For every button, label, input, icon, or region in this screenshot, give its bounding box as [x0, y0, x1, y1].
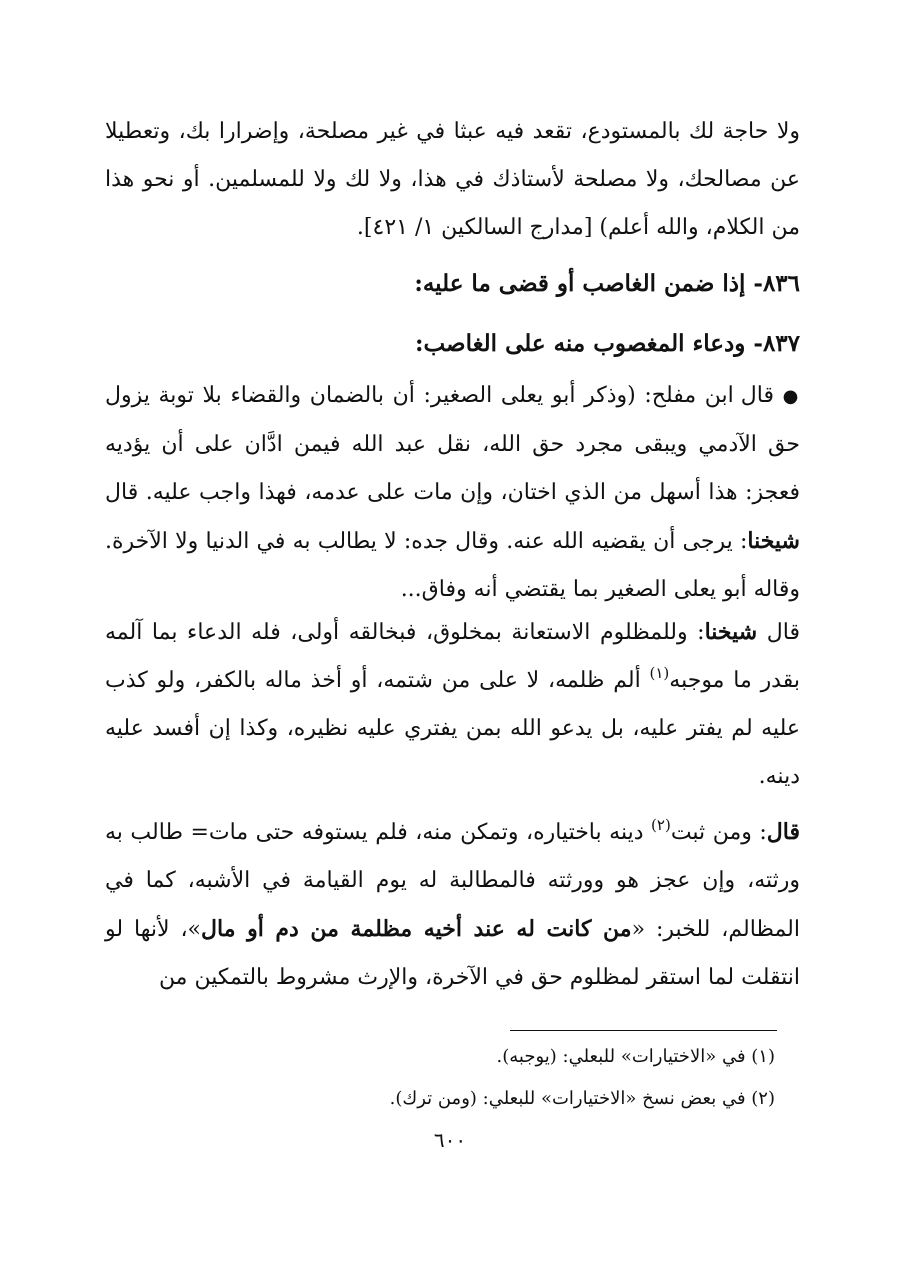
paragraph-ibn-muflih	[105, 372, 800, 614]
page-number: ٦٠٠	[433, 1128, 467, 1152]
bold-term: قال	[766, 819, 800, 845]
footnote-1: (١) في «الاختيارات» للبعلي: (يوجبه).	[496, 1046, 775, 1067]
paragraph-text: قال: ومن ثبت$^{(٢)}$ دينه باختياره، وتمكن منه، فلم يستوفه حتى مات= طالب به ورثته، وإن عجز هو وورثته فالمطالبة له يوم القيامة في الأشبه، كما في المظالم، للخبر: «من كانت له عند أخيه مظلمة من دم أو مال»، لأنها لو انتقلت لما استقر لمظلوم حق في الآخرة، والإرث مشروط بالتمكين من	[105, 816, 800, 990]
section-heading-837	[105, 320, 800, 368]
paragraph-inheritance	[105, 808, 800, 1002]
bullet-icon: ●	[782, 386, 801, 407]
paragraph-text: ● قال ابن مفلح: (وذكر أبو يعلى الصغير: أن بالضمان والقضاء بلا توبة يزول حق الآدمي ويبقى مجرد حق الله، نقل عبد الله فيمن ادَّان على أن يؤديه فعجز: هذا أسهل من الذي اختان، وإن مات على عدمه، فهذا واجب عليه. قال شيخنا: يرجى أن يقضيه الله عنه. وقال جده: لا يطالب به في الدنيا ولا الآخرة. وقاله أبو يعلى الصغير بما يقتضي أنه وفاق...	[105, 383, 801, 602]
paragraph-text: ولا حاجة لك بالمستودع، تقعد فيه عبثا في غير مصلحة، وإضرارا بك، وتعطيلا عن مصالحك، ولا مصلحة لأستاذك في هذا، ولا لك ولا للمسلمين. أو نحو هذا من الكلام، والله أعلم) [مدارج السالكين ١/ ٤٢١].	[105, 119, 800, 240]
footnotes	[105, 1036, 775, 1120]
footnote-divider	[510, 1030, 777, 1031]
bold-term: شيخنا	[704, 619, 758, 645]
paragraph-oppressed-dua	[105, 608, 800, 801]
section-heading-836	[105, 260, 800, 308]
footnote-2: (٢) في بعض نسخ «الاختيارات» للبعلي: (ومن ترك).	[389, 1088, 775, 1109]
paragraph-continuation	[105, 108, 800, 252]
paragraph-text: قال شيخنا: وللمظلوم الاستعانة بمخلوق، فبخالقه أولى، فله الدعاء بما آلمه بقدر ما موجبه$^{(١)}$ ألم ظلمه، لا على من شتمه، أو أخذ ماله بالكفر، ولو كذب عليه لم يفتر عليه، بل يدعو الله بمن يفتري عليه نظيره، وكذا إن أفسد عليه دينه.	[105, 619, 800, 789]
footnote-ref-2: (٢)	[651, 816, 671, 834]
bold-term: شيخنا	[747, 528, 800, 554]
heading-text: ٨٣٧- ودعاء المغصوب منه على الغاصب:	[414, 330, 800, 357]
footnote-ref-1: (١)	[649, 664, 670, 682]
heading-text: ٨٣٦- إذا ضمن الغاصب أو قضى ما عليه:	[414, 270, 800, 297]
hadith-quote: من كانت له عند أخيه مظلمة من دم أو مال	[201, 916, 632, 942]
